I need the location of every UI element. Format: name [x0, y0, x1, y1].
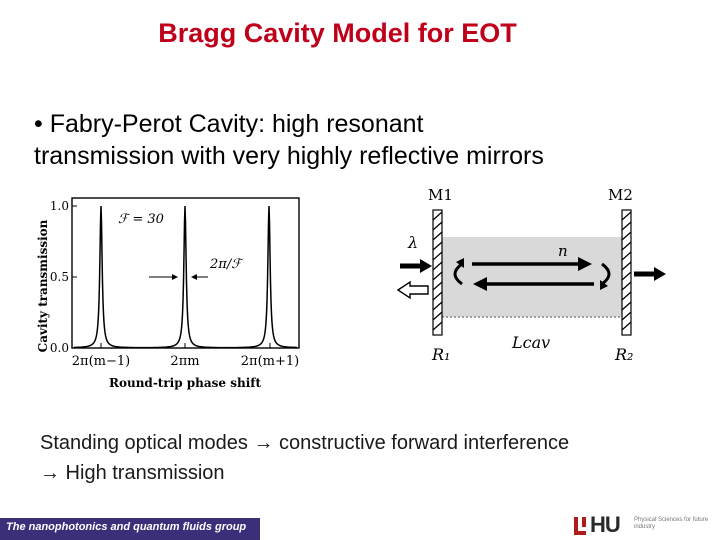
slide-title: Bragg Cavity Model for EOT [158, 18, 517, 48]
y-axis-label: Cavity transmission [36, 219, 50, 353]
cavity-medium [442, 237, 622, 317]
mirror-1 [433, 210, 442, 335]
y-tick-1: 1.0 [49, 199, 69, 213]
r2-label: R₂ [615, 345, 634, 364]
x-tick-m-1: 2π(m−1) [71, 354, 131, 369]
transmission-plot [30, 190, 310, 400]
index-label: n [558, 242, 568, 260]
mirror-2-label: M2 [608, 186, 633, 204]
group-name: The nanophotonics and quantum fluids group [6, 521, 247, 533]
cavity-schematic [390, 180, 670, 370]
x-axis-label: Round-trip phase shift [109, 376, 261, 390]
university-logo [572, 512, 720, 538]
logo-subtext: Physical Sciences for future industry [634, 517, 709, 530]
standing-line-1: Standing optical modes → constructive forward interference [40, 432, 570, 454]
bullet-line-1: • Fabry-Perot Cavity: high resonant [34, 110, 424, 138]
wavelength-label: λ [408, 233, 419, 252]
logo-text: HU [590, 512, 620, 537]
x-tick-m: 2πm [170, 354, 200, 369]
mirror-2 [622, 210, 631, 335]
r1-label: R₁ [432, 345, 451, 364]
y-tick-0: 0.0 [49, 341, 69, 355]
footer-band [0, 518, 260, 540]
standing-modes-text [40, 428, 710, 488]
x-tick-m-plus-1: 2π(m+1) [240, 354, 300, 369]
transmission-curve [74, 206, 297, 348]
bullet-line-2: transmission with very highly reflective mirrors [34, 142, 544, 170]
bullet-text [34, 108, 694, 172]
mirror-1-label: M1 [428, 186, 453, 204]
cavity-length-label: Lcav [512, 333, 551, 352]
fwhm-label: 2π/ℱ [210, 257, 242, 272]
y-tick-0-5: 0.5 [49, 270, 69, 284]
finesse-label: ℱ = 30 [118, 212, 164, 227]
standing-line-2: → High transmission [40, 462, 225, 484]
reflected-arrow [398, 282, 428, 298]
fwhm-arrowhead [191, 274, 197, 280]
logo-mark-icon [572, 514, 590, 538]
